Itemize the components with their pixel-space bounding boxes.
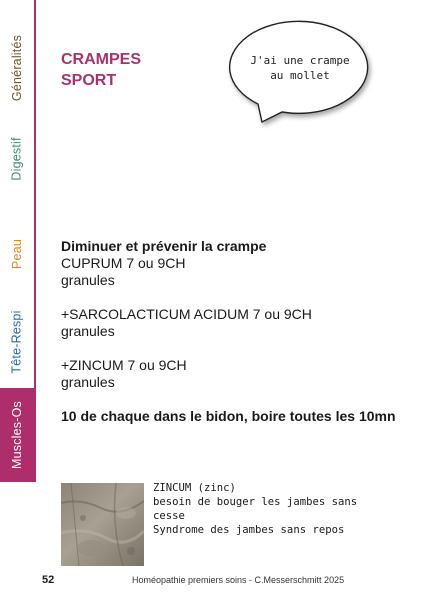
page-number: 52 [42, 574, 55, 586]
dosage-instruction: 10 de chaque dans le bidon, boire toutes les 10mn [61, 408, 396, 424]
remedy-section [61, 238, 411, 425]
zincum-note-line3: cesse [153, 510, 185, 522]
zinc-mineral-photo [61, 483, 144, 566]
tab-generalites-label: Généralités [10, 34, 24, 102]
speech-bubble-line1: J'ai une crampe [250, 54, 350, 67]
zincum-note-line2: besoin de bouger les jambes sans [153, 496, 358, 508]
tab-digestif-label: Digestif [10, 137, 24, 181]
speech-bubble-line2: au mollet [270, 69, 330, 82]
speech-bubble-text [240, 53, 360, 83]
zincum-note-line4: Syndrome des jambes sans repos [153, 524, 345, 536]
tab-peau-label: Peau [10, 239, 24, 269]
remedy-zincum: +ZINCUM 7 ou 9CH [61, 357, 187, 373]
section-heading: Diminuer et prévenir la crampe [61, 238, 267, 254]
tab-muscles-os-label: Muscles-Os [10, 401, 25, 469]
page-title-line1: CRAMPES [61, 51, 142, 68]
zincum-note [153, 481, 403, 537]
remedy-zincum-form: granules [61, 374, 115, 390]
footer-credit: Homéopathie premiers soins - C.Messerschmitt 2025 [132, 575, 345, 585]
remedy-sarcolacticum: +SARCOLACTICUM ACIDUM 7 ou 9CH [61, 306, 312, 322]
remedy-sarcolacticum-form: granules [61, 323, 115, 339]
zincum-note-title: ZINCUM (zinc) [153, 482, 236, 494]
page-title-line2: SPORT [61, 72, 117, 89]
tab-tete-respi-label: Tête-Respi [10, 310, 25, 374]
remedy-cuprum: CUPRUM 7 ou 9CH [61, 255, 186, 271]
remedy-cuprum-form: granules [61, 272, 115, 288]
